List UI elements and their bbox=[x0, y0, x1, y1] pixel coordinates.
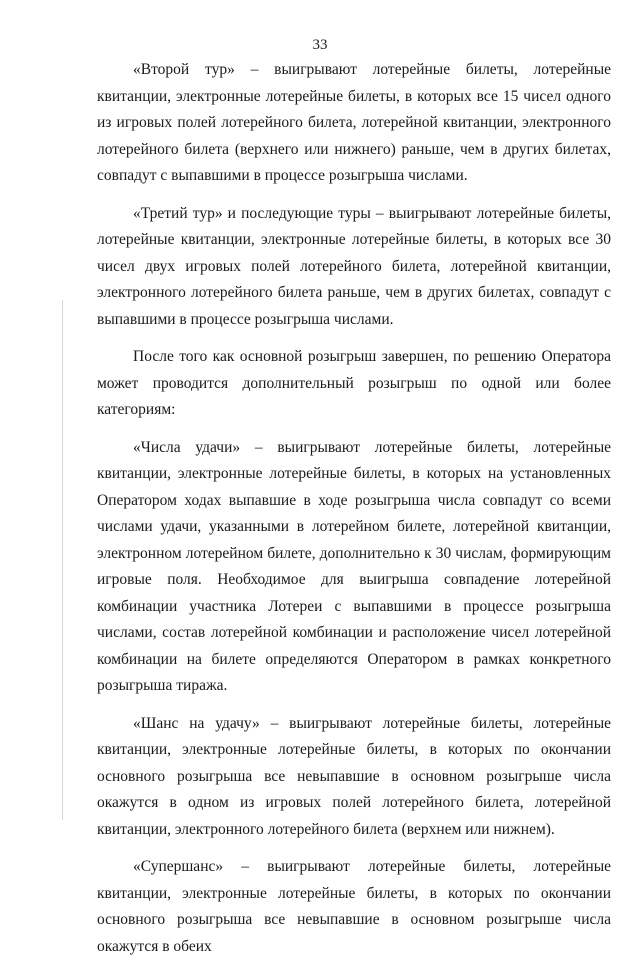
paragraph-superchance: «Супершанс» – выигрывают лотерейные билеты, лотерейные квитанции, электронные лотерейные билеты, в которых по окончании основного розыгрыша все невыпавшие в основном розыгрыше числа окажутся в обеих bbox=[97, 858, 611, 955]
paragraph-third-round: «Третий тур» и последующие туры – выигрывают лотерейные билеты, лотерейные квитанции, электронные лотерейные билеты, в которых все 30 чисел двух игровых полей лотерейного билета, лотерейной квитанции, электронного лотерейного билета раньше, чем в других билетах, совпадут с выпавшими в процессе розыгрыша числами. bbox=[97, 204, 611, 328]
paragraph-chance-for-luck: «Шанс на удачу» – выигрывают лотерейные билеты, лотерейные квитанции, электронные лотерейные билеты, в которых по окончании основного розыгрыша все невыпавшие в основном розыгрыше числа окажутся в одном из игровых полей лотерейного билета, лотерейной квитанции, электронного лотерейного билета (верхнем или нижнем). bbox=[97, 714, 611, 838]
document-body bbox=[97, 57, 611, 971]
paragraph-lucky-numbers: «Числа удачи» – выигрывают лотерейные билеты, лотерейные квитанции, электронные лотерейные билеты, в которых на установленных Оператором ходах выпавшие в ходе розыгрыша числа совпадут со всеми числами удачи, указанными в лотерейном билете, лотерейной квитанции, электронном лотерейном билете, дополнительно к 30 числам, формирующим игровые поля. Необходимое для выигрыша совпадение лотерейной комбинации участника Лотереи с выпавшими в процессе розыгрыша числами, состав лотерейной комбинации и расположение чисел лотерейной комбинации на билете определяются Оператором в рамках конкретного розыгрыша тиража. bbox=[97, 438, 611, 694]
left-margin-scan-mark bbox=[62, 300, 63, 820]
paragraph-second-round: «Второй тур» – выигрывают лотерейные билеты, лотерейные квитанции, электронные лотерейные билеты, в которых все 15 чисел одного из игровых полей лотерейного билета, лотерейной квитанции, электронного лотерейного билета (верхнего или нижнего) раньше, чем в других билетах, совпадут с выпавшими в процессе розыгрыша числами. bbox=[97, 61, 611, 184]
paragraph-additional-draw: После того как основной розыгрыш завершен, по решению Оператора может проводится дополнительный розыгрыш по одной или более категориям: bbox=[97, 348, 611, 418]
page-number: 33 bbox=[312, 37, 328, 53]
